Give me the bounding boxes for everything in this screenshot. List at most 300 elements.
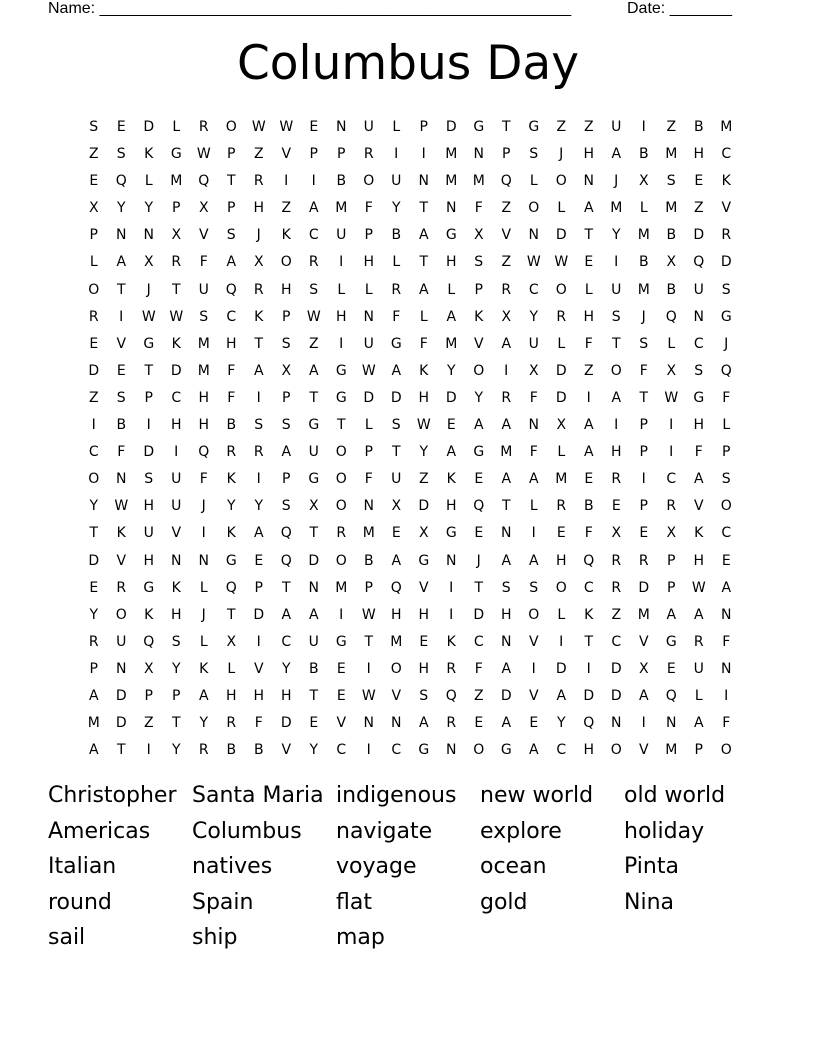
grid-letter[interactable]: R xyxy=(253,444,264,461)
grid-letter[interactable]: I xyxy=(449,606,454,623)
grid-letter[interactable]: H xyxy=(390,606,402,623)
grid-letter[interactable]: Q xyxy=(473,498,485,515)
grid-letter[interactable]: P xyxy=(89,660,98,677)
grid-letter[interactable]: R xyxy=(253,173,264,190)
grid-letter[interactable]: T xyxy=(309,525,319,542)
grid-letter[interactable]: X xyxy=(666,254,677,271)
grid-letter[interactable]: L xyxy=(419,308,428,325)
grid-letter[interactable]: A xyxy=(501,335,512,352)
grid-letter[interactable]: A xyxy=(638,687,649,704)
grid-letter[interactable]: L xyxy=(529,498,538,515)
grid-letter[interactable]: K xyxy=(446,633,456,650)
grid-letter[interactable]: E xyxy=(116,119,126,135)
grid-letter[interactable]: G xyxy=(335,633,347,650)
grid-letter[interactable]: C xyxy=(611,633,622,650)
grid-letter[interactable]: D xyxy=(390,389,402,406)
grid-letter[interactable]: U xyxy=(363,119,374,135)
grid-letter[interactable]: M xyxy=(445,173,458,190)
grid-letter[interactable]: W xyxy=(279,119,294,135)
grid-letter[interactable]: P xyxy=(639,498,648,515)
grid-letter[interactable]: J xyxy=(614,173,619,190)
grid-letter[interactable]: C xyxy=(721,146,732,163)
grid-letter[interactable]: A xyxy=(473,417,484,434)
grid-letter[interactable]: C xyxy=(528,281,539,298)
grid-letter[interactable]: H xyxy=(225,687,237,704)
grid-letter[interactable]: L xyxy=(639,200,648,217)
grid-letter[interactable]: F xyxy=(419,335,428,352)
grid-letter[interactable]: H xyxy=(143,552,155,569)
grid-letter[interactable]: B xyxy=(638,146,649,163)
grid-letter[interactable]: I xyxy=(586,389,591,406)
grid-letter[interactable]: E xyxy=(584,254,594,271)
grid-letter[interactable]: H xyxy=(583,742,595,759)
grid-letter[interactable]: C xyxy=(391,742,402,759)
grid-letter[interactable]: X xyxy=(391,498,402,515)
grid-letter[interactable]: G xyxy=(308,471,320,488)
grid-letter[interactable]: B xyxy=(666,227,677,244)
grid-letter[interactable]: O xyxy=(280,254,292,271)
grid-letter[interactable]: F xyxy=(694,444,703,461)
grid-letter[interactable]: H xyxy=(280,281,292,298)
grid-letter[interactable]: M xyxy=(665,742,678,759)
grid-letter[interactable]: Q xyxy=(143,633,155,650)
grid-letter[interactable]: S xyxy=(666,173,676,190)
grid-letter[interactable]: P xyxy=(144,389,153,406)
grid-letter[interactable]: N xyxy=(583,173,594,190)
grid-letter[interactable]: Q xyxy=(225,281,237,298)
grid-letter[interactable]: W xyxy=(554,254,569,271)
grid-letter[interactable]: Y xyxy=(116,200,126,217)
grid-letter[interactable]: Y xyxy=(226,498,236,515)
grid-letter[interactable]: T xyxy=(226,606,236,623)
grid-letter[interactable]: I xyxy=(256,389,261,406)
grid-letter[interactable]: O xyxy=(115,606,127,623)
grid-letter[interactable]: O xyxy=(363,173,375,190)
grid-letter[interactable]: K xyxy=(144,146,154,163)
grid-letter[interactable]: N xyxy=(336,119,347,135)
grid-letter[interactable]: J xyxy=(201,498,206,515)
grid-letter[interactable]: D xyxy=(610,687,622,704)
grid-letter[interactable]: L xyxy=(584,281,593,298)
grid-letter[interactable]: M xyxy=(390,633,403,650)
grid-letter[interactable]: V xyxy=(281,146,292,163)
grid-letter[interactable]: F xyxy=(364,471,373,488)
grid-letter[interactable]: A xyxy=(528,471,539,488)
grid-letter[interactable]: A xyxy=(308,606,319,623)
grid-letter[interactable]: I xyxy=(559,633,564,650)
grid-letter[interactable]: V xyxy=(501,227,512,244)
grid-letter[interactable]: L xyxy=(364,417,373,434)
grid-letter[interactable]: A xyxy=(308,362,319,379)
grid-letter[interactable]: C xyxy=(88,444,99,461)
grid-letter[interactable]: S xyxy=(144,471,154,488)
grid-letter[interactable]: N xyxy=(116,660,127,677)
grid-letter[interactable]: C xyxy=(281,633,292,650)
grid-letter[interactable]: T xyxy=(611,335,621,352)
grid-letter[interactable]: M xyxy=(637,606,650,623)
grid-letter[interactable]: F xyxy=(584,525,593,542)
grid-letter[interactable]: Y xyxy=(556,715,566,732)
grid-letter[interactable]: Q xyxy=(500,173,512,190)
grid-letter[interactable]: D xyxy=(115,715,127,732)
grid-letter[interactable]: E xyxy=(419,633,429,650)
grid-letter[interactable]: L xyxy=(447,281,456,298)
grid-letter[interactable]: B xyxy=(363,552,374,569)
grid-letter[interactable]: X xyxy=(198,200,209,217)
grid-letter[interactable]: Z xyxy=(281,200,292,217)
grid-letter[interactable]: I xyxy=(201,525,206,542)
grid-letter[interactable]: A xyxy=(446,308,457,325)
grid-letter[interactable]: T xyxy=(309,687,319,704)
grid-letter[interactable]: N xyxy=(198,552,209,569)
grid-letter[interactable]: T xyxy=(419,200,429,217)
grid-letter[interactable]: E xyxy=(309,715,319,732)
grid-letter[interactable]: S xyxy=(226,227,236,244)
grid-letter[interactable]: V xyxy=(253,660,264,677)
grid-letter[interactable]: N xyxy=(611,715,622,732)
grid-letter[interactable]: R xyxy=(308,254,319,271)
grid-letter[interactable]: H xyxy=(170,417,182,434)
grid-letter[interactable]: E xyxy=(116,362,126,379)
grid-letter[interactable]: V xyxy=(391,687,402,704)
grid-letter[interactable]: N xyxy=(721,606,732,623)
grid-letter[interactable]: Z xyxy=(253,146,264,163)
grid-letter[interactable]: J xyxy=(559,146,564,163)
grid-letter[interactable]: R xyxy=(116,579,127,596)
grid-letter[interactable]: S xyxy=(116,146,126,163)
grid-letter[interactable]: T xyxy=(254,335,264,352)
grid-letter[interactable]: X xyxy=(308,498,319,515)
grid-letter[interactable]: H xyxy=(583,308,595,325)
grid-letter[interactable]: P xyxy=(144,687,153,704)
grid-letter[interactable]: N xyxy=(308,579,319,596)
grid-letter[interactable]: T xyxy=(171,715,181,732)
grid-letter[interactable]: Q xyxy=(198,173,210,190)
grid-letter[interactable]: F xyxy=(722,715,731,732)
grid-letter[interactable]: H xyxy=(253,687,265,704)
grid-letter[interactable]: K xyxy=(171,335,181,352)
grid-letter[interactable]: P xyxy=(667,552,676,569)
grid-letter[interactable]: I xyxy=(311,173,316,190)
grid-letter[interactable]: J xyxy=(256,227,261,244)
grid-letter[interactable]: P xyxy=(172,687,181,704)
grid-letter[interactable]: M xyxy=(87,715,100,732)
grid-letter[interactable]: J xyxy=(724,335,729,352)
grid-letter[interactable]: F xyxy=(117,444,126,461)
grid-letter[interactable]: I xyxy=(669,444,674,461)
grid-letter[interactable]: E xyxy=(474,715,484,732)
grid-letter[interactable]: K xyxy=(419,362,429,379)
grid-letter[interactable]: H xyxy=(170,606,182,623)
grid-letter[interactable]: D xyxy=(88,552,100,569)
grid-letter[interactable]: F xyxy=(199,254,208,271)
grid-letter[interactable]: G xyxy=(473,119,485,135)
grid-letter[interactable]: T xyxy=(116,742,126,759)
grid-letter[interactable]: O xyxy=(555,579,567,596)
grid-letter[interactable]: U xyxy=(198,281,209,298)
grid-letter[interactable]: G xyxy=(693,389,705,406)
grid-letter[interactable]: G xyxy=(143,335,155,352)
grid-letter[interactable]: D xyxy=(693,227,705,244)
grid-letter[interactable]: M xyxy=(665,146,678,163)
grid-letter[interactable]: J xyxy=(146,281,151,298)
grid-letter[interactable]: I xyxy=(641,715,646,732)
grid-letter[interactable]: G xyxy=(170,146,182,163)
grid-letter[interactable]: U xyxy=(611,119,622,135)
grid-letter[interactable]: L xyxy=(722,417,731,434)
grid-letter[interactable]: I xyxy=(366,742,371,759)
grid-letter[interactable]: X xyxy=(418,525,429,542)
grid-letter[interactable]: C xyxy=(226,308,237,325)
grid-letter[interactable]: M xyxy=(610,200,623,217)
grid-letter[interactable]: V xyxy=(116,552,127,569)
grid-letter[interactable]: F xyxy=(722,633,731,650)
grid-letter[interactable]: U xyxy=(336,227,347,244)
grid-letter[interactable]: T xyxy=(226,173,236,190)
grid-letter[interactable]: F xyxy=(722,389,731,406)
grid-letter[interactable]: L xyxy=(364,281,373,298)
grid-letter[interactable]: W xyxy=(361,687,376,704)
grid-letter[interactable]: S xyxy=(419,687,429,704)
grid-letter[interactable]: S xyxy=(639,335,649,352)
grid-letter[interactable]: G xyxy=(418,552,430,569)
grid-letter[interactable]: Y xyxy=(529,308,539,325)
grid-letter[interactable]: Q xyxy=(665,308,677,325)
grid-letter[interactable]: K xyxy=(171,579,181,596)
grid-letter[interactable]: Z xyxy=(583,362,594,379)
grid-letter[interactable]: I xyxy=(394,146,399,163)
grid-letter[interactable]: A xyxy=(528,742,539,759)
grid-letter[interactable]: Q xyxy=(198,444,210,461)
grid-letter[interactable]: M xyxy=(197,362,210,379)
grid-letter[interactable]: R xyxy=(446,660,457,677)
grid-letter[interactable]: B xyxy=(226,742,237,759)
grid-letter[interactable]: U xyxy=(363,335,374,352)
grid-letter[interactable]: G xyxy=(528,119,540,135)
grid-letter[interactable]: H xyxy=(610,444,622,461)
grid-letter[interactable]: I xyxy=(614,417,619,434)
grid-letter[interactable]: R xyxy=(556,498,567,515)
grid-letter[interactable]: Y xyxy=(281,660,291,677)
grid-letter[interactable]: A xyxy=(418,281,429,298)
grid-letter[interactable]: H xyxy=(693,146,705,163)
grid-letter[interactable]: E xyxy=(694,173,704,190)
grid-letter[interactable]: H xyxy=(418,606,430,623)
grid-letter[interactable]: Y xyxy=(199,715,209,732)
grid-letter[interactable]: D xyxy=(583,687,595,704)
grid-letter[interactable]: M xyxy=(197,335,210,352)
grid-letter[interactable]: N xyxy=(528,417,539,434)
grid-letter[interactable]: Z xyxy=(611,606,622,623)
grid-letter[interactable]: Z xyxy=(88,389,99,406)
grid-letter[interactable]: B xyxy=(336,173,347,190)
grid-letter[interactable]: S xyxy=(721,471,731,488)
grid-letter[interactable]: H xyxy=(363,254,375,271)
grid-letter[interactable]: I xyxy=(531,525,536,542)
grid-letter[interactable]: B xyxy=(638,254,649,271)
grid-letter[interactable]: P xyxy=(364,227,373,244)
grid-letter[interactable]: A xyxy=(693,715,704,732)
grid-letter[interactable]: D xyxy=(445,389,457,406)
grid-letter[interactable]: P xyxy=(722,444,731,461)
grid-letter[interactable]: I xyxy=(641,119,646,135)
grid-letter[interactable]: W xyxy=(691,579,706,596)
grid-letter[interactable]: W xyxy=(306,308,321,325)
grid-letter[interactable]: Y xyxy=(89,498,99,515)
grid-letter[interactable]: T xyxy=(639,389,649,406)
grid-letter[interactable]: Z xyxy=(583,119,594,135)
grid-letter[interactable]: U xyxy=(528,335,539,352)
grid-letter[interactable]: A xyxy=(501,715,512,732)
grid-letter[interactable]: L xyxy=(529,173,538,190)
grid-letter[interactable]: C xyxy=(666,471,677,488)
grid-letter[interactable]: X xyxy=(143,254,154,271)
grid-letter[interactable]: P xyxy=(667,579,676,596)
grid-letter[interactable]: N xyxy=(143,227,154,244)
grid-letter[interactable]: D xyxy=(638,579,650,596)
grid-letter[interactable]: D xyxy=(555,362,567,379)
grid-letter[interactable]: F xyxy=(474,660,483,677)
grid-letter[interactable]: Y xyxy=(171,660,181,677)
grid-letter[interactable]: Z xyxy=(473,687,484,704)
grid-letter[interactable]: Y xyxy=(254,498,264,515)
grid-letter[interactable]: T xyxy=(116,281,126,298)
grid-letter[interactable]: E xyxy=(666,660,676,677)
grid-letter[interactable]: C xyxy=(473,633,484,650)
grid-letter[interactable]: O xyxy=(335,552,347,569)
grid-letter[interactable]: D xyxy=(115,687,127,704)
grid-letter[interactable]: E xyxy=(254,552,264,569)
grid-letter[interactable]: A xyxy=(198,687,209,704)
grid-letter[interactable]: D xyxy=(418,498,430,515)
grid-letter[interactable]: L xyxy=(557,200,566,217)
grid-letter[interactable]: W xyxy=(169,308,184,325)
grid-letter[interactable]: Y xyxy=(474,389,484,406)
grid-letter[interactable]: Q xyxy=(225,579,237,596)
grid-letter[interactable]: Z xyxy=(556,119,567,135)
grid-letter[interactable]: O xyxy=(473,362,485,379)
grid-letter[interactable]: B xyxy=(693,119,704,135)
grid-letter[interactable]: S xyxy=(89,119,99,135)
grid-letter[interactable]: E xyxy=(309,119,319,135)
grid-letter[interactable]: Z xyxy=(308,335,319,352)
grid-letter[interactable]: R xyxy=(198,119,209,135)
grid-letter[interactable]: A xyxy=(253,362,264,379)
grid-letter[interactable]: I xyxy=(614,254,619,271)
grid-letter[interactable]: H xyxy=(225,335,237,352)
grid-letter[interactable]: H xyxy=(198,417,210,434)
grid-letter[interactable]: A xyxy=(308,200,319,217)
grid-letter[interactable]: D xyxy=(720,254,732,271)
grid-letter[interactable]: D xyxy=(280,715,292,732)
grid-letter[interactable]: G xyxy=(665,633,677,650)
grid-letter[interactable]: L xyxy=(227,660,236,677)
grid-letter[interactable]: S xyxy=(501,579,511,596)
grid-letter[interactable]: P xyxy=(419,119,428,135)
grid-letter[interactable]: O xyxy=(555,173,567,190)
grid-letter[interactable]: U xyxy=(391,173,402,190)
grid-letter[interactable]: T xyxy=(336,417,346,434)
grid-letter[interactable]: N xyxy=(446,742,457,759)
grid-letter[interactable]: Q xyxy=(390,579,402,596)
name-line[interactable]: Name: _____________________________________________________ xyxy=(48,0,572,17)
grid-letter[interactable]: N xyxy=(363,715,374,732)
grid-letter[interactable]: A xyxy=(253,525,264,542)
grid-letter[interactable]: V xyxy=(721,200,732,217)
grid-letter[interactable]: Y xyxy=(171,742,181,759)
grid-letter[interactable]: B xyxy=(226,417,237,434)
grid-letter[interactable]: S xyxy=(474,254,484,271)
grid-letter[interactable]: R xyxy=(226,715,237,732)
grid-letter[interactable]: C xyxy=(336,742,347,759)
grid-letter[interactable]: S xyxy=(116,389,126,406)
grid-letter[interactable]: P xyxy=(309,146,318,163)
grid-letter[interactable]: D xyxy=(500,687,512,704)
grid-letter[interactable]: J xyxy=(641,308,646,325)
grid-letter[interactable]: H xyxy=(143,498,155,515)
grid-letter[interactable]: K xyxy=(144,606,154,623)
grid-letter[interactable]: Q xyxy=(665,687,677,704)
grid-letter[interactable]: R xyxy=(611,552,622,569)
grid-letter[interactable]: R xyxy=(501,281,512,298)
grid-letter[interactable]: O xyxy=(555,281,567,298)
grid-letter[interactable]: Z xyxy=(501,254,512,271)
grid-letter[interactable]: A xyxy=(611,389,622,406)
grid-letter[interactable]: G xyxy=(445,525,457,542)
grid-letter[interactable]: I xyxy=(256,471,261,488)
grid-letter[interactable]: K xyxy=(281,227,291,244)
grid-letter[interactable]: M xyxy=(555,471,568,488)
grid-letter[interactable]: N xyxy=(501,633,512,650)
grid-letter[interactable]: E xyxy=(639,525,649,542)
grid-letter[interactable]: W xyxy=(664,389,679,406)
grid-letter[interactable]: I xyxy=(146,417,151,434)
grid-letter[interactable]: S xyxy=(309,281,319,298)
grid-letter[interactable]: Y xyxy=(391,200,401,217)
grid-letter[interactable]: V xyxy=(116,335,127,352)
grid-letter[interactable]: P xyxy=(282,471,291,488)
grid-letter[interactable]: M xyxy=(637,227,650,244)
grid-letter[interactable]: H xyxy=(445,498,457,515)
grid-letter[interactable]: Z xyxy=(88,146,99,163)
grid-letter[interactable]: A xyxy=(666,606,677,623)
grid-letter[interactable]: M xyxy=(637,281,650,298)
grid-letter[interactable]: N xyxy=(693,308,704,325)
grid-letter[interactable]: A xyxy=(501,417,512,434)
grid-letter[interactable]: L xyxy=(392,119,401,135)
grid-letter[interactable]: W xyxy=(416,417,431,434)
grid-letter[interactable]: T xyxy=(309,389,319,406)
grid-letter[interactable]: A xyxy=(583,417,594,434)
grid-letter[interactable]: X xyxy=(143,660,154,677)
grid-letter[interactable]: S xyxy=(529,579,539,596)
grid-letter[interactable]: U xyxy=(308,444,319,461)
grid-letter[interactable]: E xyxy=(89,579,99,596)
grid-letter[interactable]: U xyxy=(693,660,704,677)
grid-letter[interactable]: M xyxy=(362,525,375,542)
grid-letter[interactable]: N xyxy=(473,146,484,163)
grid-letter[interactable]: C xyxy=(721,525,732,542)
grid-letter[interactable]: V xyxy=(336,715,347,732)
grid-letter[interactable]: R xyxy=(721,227,732,244)
grid-letter[interactable]: C xyxy=(693,335,704,352)
grid-letter[interactable]: Y xyxy=(446,362,456,379)
grid-letter[interactable]: E xyxy=(721,552,731,569)
grid-letter[interactable]: W xyxy=(361,362,376,379)
grid-letter[interactable]: R xyxy=(253,281,264,298)
grid-letter[interactable]: I xyxy=(339,254,344,271)
grid-letter[interactable]: D xyxy=(88,362,100,379)
